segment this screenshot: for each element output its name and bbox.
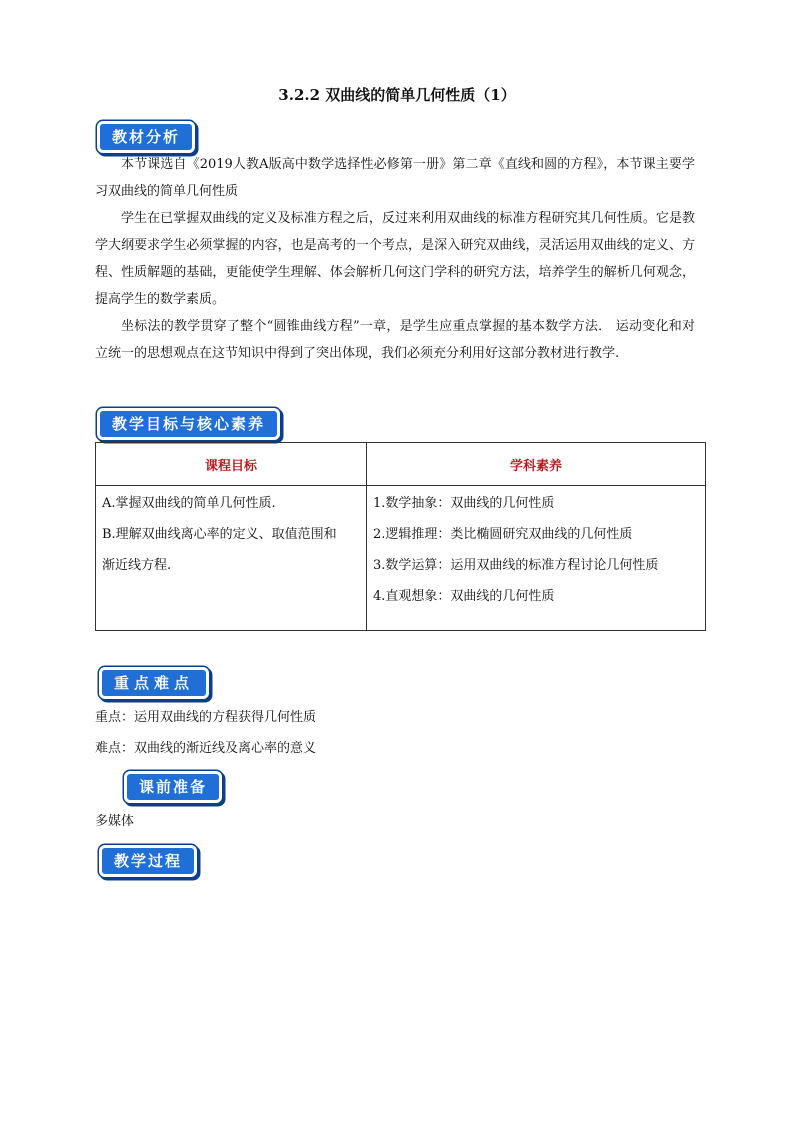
literacy-cell xyxy=(367,486,706,631)
section-badge-preparation: 课前准备 xyxy=(124,771,222,803)
course-goal-a: A.掌握双曲线的简单几何性质. xyxy=(102,496,276,511)
preparation-text: 多媒体 xyxy=(95,814,135,829)
section-badge-textbook-analysis: 教材分析 xyxy=(97,121,195,153)
literacy-item-4: 4.直观想象：双曲线的几何性质 xyxy=(373,589,555,604)
page-title: 3.2.2 双曲线的简单几何性质（1） xyxy=(278,86,516,104)
course-goals-cell xyxy=(96,486,367,631)
literacy-item-2: 2.逻辑推理：类比椭圆研究双曲线的几何性质 xyxy=(373,527,633,542)
goals-table xyxy=(95,442,706,631)
analysis-paragraph-3: 坐标法的教学贯穿了整个“圆锥曲线方程”一章，是学生应重点掌握的基本数学方法． 运动变化和对立统一的思想观点在这节知识中得到了突出体现，我们必须充分利用好这部分教材进行教学. xyxy=(95,319,695,361)
goals-table-row xyxy=(96,486,706,631)
header-literacy: 学科素养 xyxy=(367,443,706,486)
course-goal-b: B.理解双曲线离心率的定义、取值范围和 xyxy=(102,527,337,542)
section-badge-key-points: 重点难点 xyxy=(99,667,209,699)
course-goal-b-cont: 渐近线方程. xyxy=(102,558,172,573)
analysis-paragraph-1: 本节课选自《2019人教A版高中数学选择性必修第一册》第二章《直线和圆的方程》，本节课主要学习双曲线的简单几何性质 xyxy=(95,157,695,199)
goals-table-header-row xyxy=(96,443,706,486)
focus-point: 重点：运用双曲线的方程获得几何性质 xyxy=(95,710,317,725)
section-badge-goals: 教学目标与核心素养 xyxy=(97,408,280,440)
analysis-paragraph-2: 学生在已掌握双曲线的定义及标准方程之后，反过来利用双曲线的标准方程研究其几何性质。它是教学大纲要求学生必须掌握的内容，也是高考的一个考点，是深入研究双曲线，灵活运用双曲线的定义、方程、性质解题的基础，更能使学生理解、体会解析几何这门学科的研究方法，培养学生的解析几何观念，提高学生的数学素质。 xyxy=(95,211,695,307)
header-course-goals: 课程目标 xyxy=(96,443,367,486)
difficulty-point: 难点：双曲线的渐近线及离心率的意义 xyxy=(95,741,317,756)
literacy-item-3: 3.数学运算：运用双曲线的标准方程讨论几何性质 xyxy=(373,558,659,573)
section-badge-process: 教学过程 xyxy=(99,845,197,877)
literacy-item-1: 1.数学抽象：双曲线的几何性质 xyxy=(373,496,555,511)
